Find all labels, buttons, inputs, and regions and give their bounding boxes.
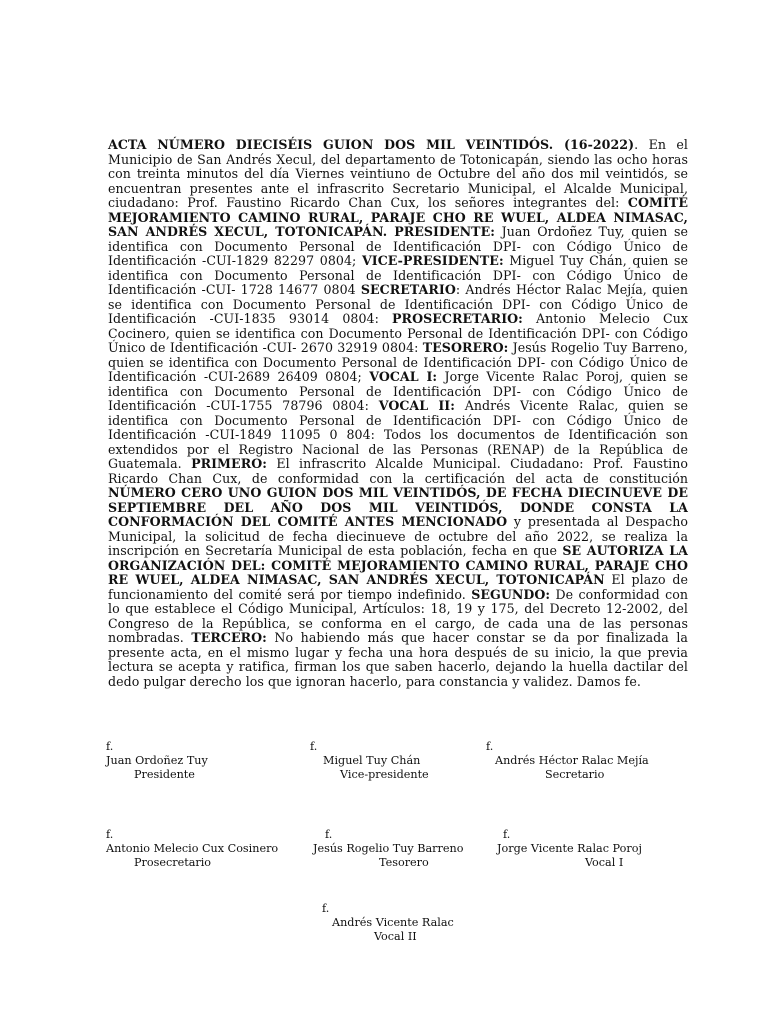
signature-line: f. (322, 902, 330, 915)
acta-text-segment: : Andrés Héctor Ralac Mejía, quien se identifica con Documento Personal de Identificación DPI- con Código Único de Identificación -CUI-1835 93014 0804: (108, 282, 688, 326)
signature-line: f. (310, 740, 318, 753)
acta-bold-segment: COMITÉ MEJORAMIENTO CAMINO RURAL, PARAJE CHO RE WUEL, ALDEA NIMASAC, SAN ANDRÉS XECUL, TOTONICAPÁN. PRESIDENTE: (108, 195, 688, 239)
acta-text-segment: El infrascrito Alcalde Municipal. Ciudadano: Prof. Faustino Ricardo Chan Cux, de conformidad con la certificación del acta de constitución (108, 456, 688, 486)
acta-text-segment: Jorge Vicente Ralac Poroj, quien se identifica con Documento Personal de Identificación DPI- con Código Único de Identificación -CUI-1755 78796 0804: (108, 369, 688, 413)
signer-name: Andrés Vicente Ralac (332, 916, 454, 929)
acta-bold-segment: PRIMERO: (191, 456, 267, 471)
acta-text-segment: Andrés Vicente Ralac, quien se identifica con Documento Personal de Identificación DPI- con Código Único de Identificación -CUI-1849 11095 0 804: Todos los documentos de Identificación son extendidos por el Registro Nacional de las Personas (RENAP) de la República de Guatemala. (108, 398, 689, 471)
signature-line: f. (325, 828, 333, 841)
signer-role: Presidente (134, 768, 195, 781)
acta-body (108, 138, 688, 689)
acta-bold-segment: PROSECRETARIO: (392, 311, 523, 326)
acta-bold-segment: ACTA NÚMERO DIECISÉIS GUION DOS MIL VEINTIDÓS. (16-2022) (108, 137, 635, 152)
acta-text-segment: y presentada al Despacho Municipal, la solicitud de fecha diecinueve de octubre del año 2022, se realiza la inscripción en Secretaría Municipal de esta población, fecha en que (108, 514, 688, 558)
acta-text-segment: Juan Ordoñez Tuy, quien se identifica con Documento Personal de Identificación DPI- con Código Único de Identificación -CUI-1829 82297 0804; (108, 224, 688, 268)
acta-bold-segment: VOCAL II: (378, 398, 455, 413)
signer-name: Miguel Tuy Chán (323, 754, 421, 767)
signer-role: Secretario (545, 768, 605, 781)
acta-text-segment: Miguel Tuy Chán, quien se identifica con Documento Personal de Identificación DPI- con Código Único de Identificación -CUI- 1728 14677 0804 (108, 253, 688, 297)
signer-name: Andrés Héctor Ralac Mejía (495, 754, 649, 767)
acta-bold-segment: VOCAL I: (369, 369, 438, 384)
signer-role: Vice-presidente (340, 768, 429, 781)
signature-block-secretario (486, 740, 649, 782)
signer-name: Antonio Melecio Cux Cosinero (106, 842, 279, 855)
signature-block-vocal-ii (322, 902, 454, 944)
acta-text-segment: De conformidad con lo que establece el Código Municipal, Artículos: 18, 19 y 175, del Decreto 12-2002, del Congreso de la República, se conforma en el cargo, de cada una de las personas nombradas. (108, 586, 688, 645)
acta-text-segment: Jesús Rogelio Tuy Barreno, quien se identifica con Documento Personal de Identificación DPI- con Código Único de Identificación -CUI-2689 26409 0804; (108, 340, 688, 384)
signature-line: f. (503, 828, 511, 841)
acta-bold-segment: SE AUTORIZA LA ORGANIZACIÓN DEL: COMITÉ MEJORAMIENTO CAMINO RURAL, PARAJE CHO RE WUEL, ALDEA NIMASAC, SAN ANDRÉS XECUL, TOTONICAPÁN (108, 543, 688, 587)
signature-block-presidente (106, 740, 208, 782)
signature-block-prosecretario (106, 828, 278, 870)
signer-role: Vocal II (374, 930, 417, 943)
acta-bold-segment: VICE-PRESIDENTE: (361, 253, 504, 268)
acta-bold-segment: SEGUNDO: (471, 586, 551, 602)
signer-role: Tesorero (379, 856, 429, 869)
signature-block-vocal-i (497, 828, 642, 870)
signer-name: Jesús Rogelio Tuy Barreno (313, 842, 464, 855)
signer-role: Vocal I (585, 856, 624, 869)
signature-block-vicepresidente (310, 740, 429, 782)
signer-role: Prosecretario (134, 856, 212, 869)
signature-line: f. (106, 828, 114, 841)
acta-text-segment: El plazo de funcionamiento del comité será por tiempo indefinido. (108, 572, 688, 602)
acta-bold-segment: NÚMERO CERO UNO GUION DOS MIL VEINTIDÓS, DE FECHA DIECINUEVE DE SEPTIEMBRE DEL AÑO DOS MIL VEINTIDÓS, DONDE CONSTA LA CONFORMACIÓN DEL COMITÉ ANTES MENCIONADO (108, 485, 688, 529)
signer-name: Juan Ordoñez Tuy (106, 754, 208, 767)
acta-bold-segment: TERCERO: (191, 630, 267, 645)
acta-text-segment: Antonio Melecio Cux Cocinero, quien se identifica con Documento Personal de Identificación DPI- con Código Único de Identificación -CUI- 2670 32919 0804: (108, 311, 689, 355)
signature-block-tesorero (313, 828, 463, 870)
signature-line: f. (106, 740, 114, 753)
acta-bold-segment: TESORERO: (422, 340, 509, 355)
acta-text-segment: No habiendo más que hacer constar se da por finalizada la presente acta, en el mismo lugar y fecha una hora después de su inicio, la que previa lectura se acepta y ratifica, firman los que saben hacerlo, dejando la huella dactilar del dedo pulgar derecho los que ignoran hacerlo, para constancia y validez. Damos fe. (108, 630, 688, 689)
signer-name: Jorge Vicente Ralac Poroj (497, 842, 642, 855)
acta-text-segment: . En el Municipio de San Andrés Xecul, del departamento de Totonicapán, siendo las ocho horas con treinta minutos del día Viernes veintiuno de Octubre del año dos mil veintidós, se encuentran presentes ante el infrascrito Secretario Municipal, el Alcalde Municipal, ciudadano: Prof. Faustino Ricardo Chan Cux, los señores integrantes del: (108, 137, 688, 210)
signature-line: f. (486, 740, 494, 753)
acta-bold-segment: SECRETARIO (360, 282, 456, 297)
